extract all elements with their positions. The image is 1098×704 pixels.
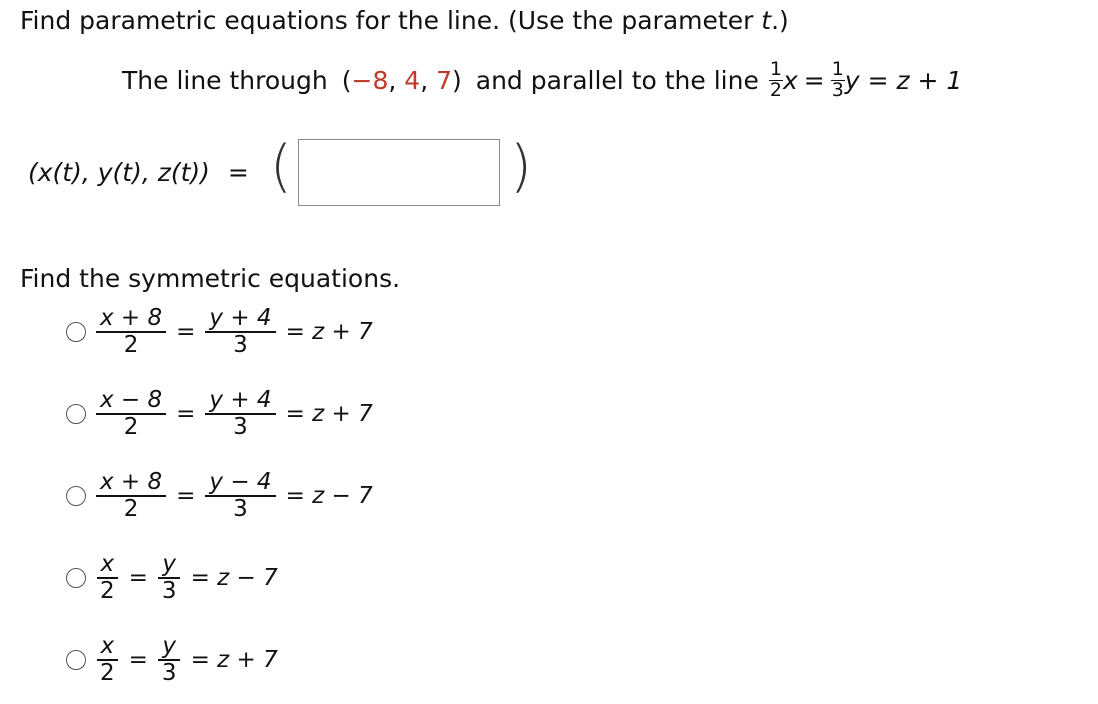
option-4-num-y: y [158, 552, 180, 579]
option-5-fraction-x [96, 634, 119, 687]
option-2[interactable] [66, 388, 373, 441]
option-1-num-y: y + 4 [205, 306, 275, 333]
option-2-num-x: x − 8 [96, 388, 166, 415]
option-5-num-x: x [97, 634, 119, 661]
option-3-den-y: 3 [233, 496, 248, 523]
point-open-paren: ( [341, 65, 352, 95]
option-5-den-x: 2 [100, 660, 115, 687]
instruction-suffix: .) [771, 6, 789, 35]
line-fraction-2 [831, 60, 845, 101]
parametric-answer-input[interactable] [298, 139, 500, 206]
radio-button-option-2[interactable] [66, 404, 86, 424]
option-3-equals: = [176, 483, 196, 510]
option-1-equals: = [176, 319, 196, 346]
option-2-num-y: y + 4 [205, 388, 275, 415]
option-4-equals: = [128, 565, 148, 592]
option-2-fraction-x [96, 388, 166, 441]
option-1[interactable] [66, 306, 373, 359]
parametric-equals: = [227, 158, 249, 187]
option-4-fraction-x [96, 552, 119, 605]
line-fraction-2-numerator: 1 [831, 58, 844, 80]
option-1-den-x: 2 [123, 332, 139, 359]
line-var-x: x [782, 65, 798, 95]
point-close-paren: ) [452, 65, 462, 95]
line-equals: = [803, 65, 825, 95]
line-fraction-1-denominator: 2 [769, 78, 782, 101]
parametric-label [28, 158, 249, 187]
option-2-equals: = [176, 401, 196, 428]
option-3-fraction-y [205, 470, 275, 523]
point-y: 4 [404, 65, 421, 95]
radio-button-option-1[interactable] [66, 322, 86, 342]
option-4-den-x: 2 [100, 578, 115, 605]
line-var-y: y [844, 65, 860, 95]
option-5-fraction-y [158, 634, 181, 687]
option-3-rhs: = z − 7 [285, 483, 373, 510]
option-4-rhs: = z − 7 [190, 565, 278, 592]
option-2-rhs: = z + 7 [285, 401, 373, 428]
statement-mid: and parallel to the line [475, 65, 759, 95]
option-4-den-y: 3 [161, 578, 177, 605]
point-x: −8 [351, 65, 389, 95]
option-3[interactable] [66, 470, 373, 523]
option-3-num-x: x + 8 [96, 470, 166, 497]
line-tail: = z + 1 [867, 65, 963, 95]
radio-button-option-5[interactable] [66, 650, 86, 670]
option-5-den-y: 3 [161, 660, 177, 687]
option-3-fraction-x [96, 470, 166, 523]
parametric-vector-label: (x(t), y(t), z(t)) [28, 158, 210, 187]
line-fraction-2-denominator: 3 [831, 78, 844, 101]
option-1-num-x: x + 8 [96, 306, 166, 333]
radio-button-option-4[interactable] [66, 568, 86, 588]
instruction-parameter: t [761, 6, 772, 35]
option-1-den-y: 3 [233, 332, 248, 359]
option-5-num-y: y [158, 634, 180, 661]
line-fraction-1 [769, 60, 783, 101]
option-2-den-x: 2 [123, 414, 139, 441]
option-4-num-x: x [97, 552, 119, 579]
option-5-rhs: = z + 7 [190, 647, 278, 674]
point-z: 7 [436, 65, 452, 95]
option-2-den-y: 3 [233, 414, 248, 441]
line-fraction-1-numerator: 1 [769, 58, 782, 80]
option-1-rhs: = z + 7 [285, 319, 373, 346]
instruction-text [20, 6, 789, 35]
close-paren: ) [510, 134, 532, 199]
option-1-fraction-x [96, 306, 166, 359]
radio-button-option-3[interactable] [66, 486, 86, 506]
instruction-prefix: Find parametric equations for the line. (Use the parameter [20, 6, 762, 35]
open-paren: ( [270, 134, 292, 199]
option-5-equals: = [128, 647, 148, 674]
option-5[interactable] [66, 634, 278, 687]
option-4[interactable] [66, 552, 278, 605]
option-3-den-x: 2 [123, 496, 139, 523]
statement-prefix: The line through [122, 65, 328, 95]
option-2-fraction-y [205, 388, 275, 441]
option-1-fraction-y [205, 306, 275, 359]
option-4-fraction-y [158, 552, 181, 605]
problem-statement: The line through ( −8 , 4 , 7 ) and parallel to the line $\frac{1}{2}$ x = $\frac{1}{3}$ y = z + 1 [122, 58, 963, 101]
symmetric-prompt: Find the symmetric equations. [20, 264, 401, 293]
option-3-num-y: y − 4 [205, 470, 275, 497]
